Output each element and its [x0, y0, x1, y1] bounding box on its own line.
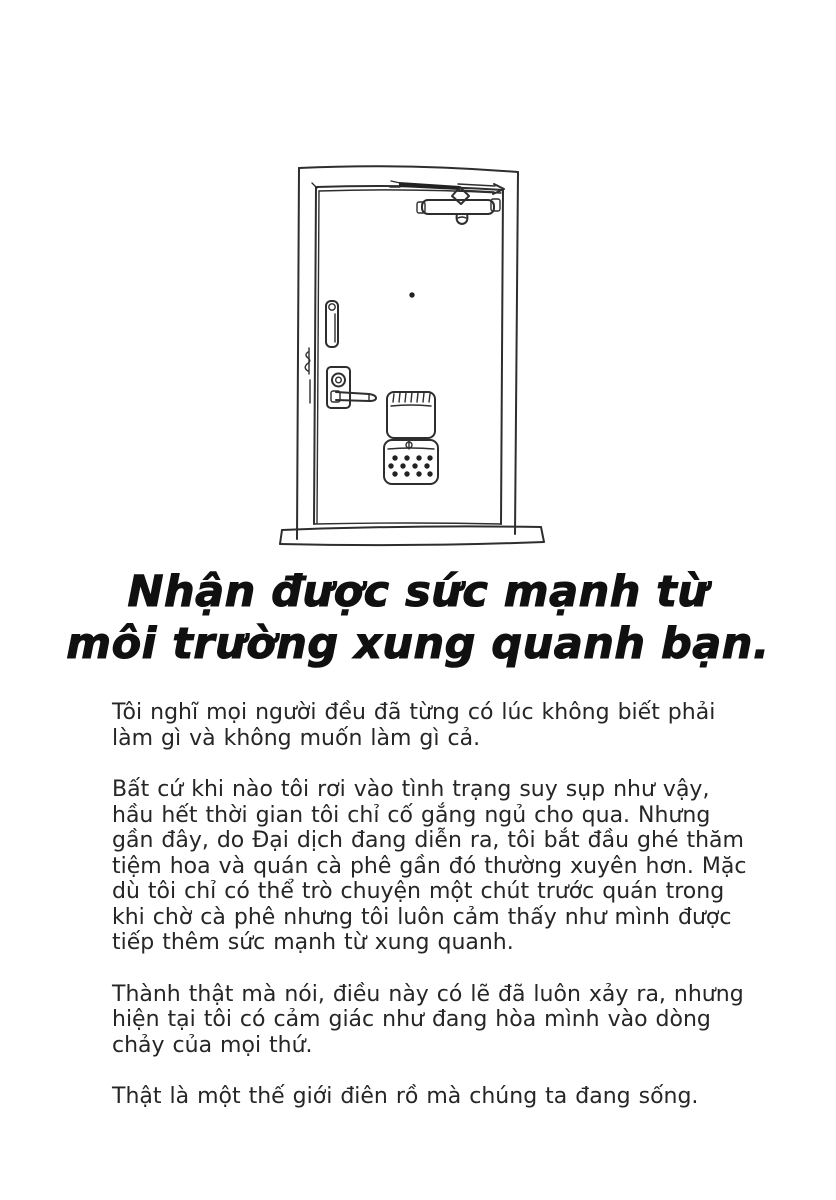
body-text	[112, 700, 756, 1136]
peephole	[409, 292, 414, 297]
door-closer	[390, 181, 504, 224]
paragraph-2: Bất cứ khi nào tôi rơi vào tình trạng suy sụp như vậy, hầu hết thời gian tôi chỉ cố gắng ngủ cho qua. Nhưng gần đây, do Đại dịch đang diễn ra, tôi bắt đầu ghé thăm tiệm hoa và quán cà phê gần đó thường xuyên hơn. Mặc dù tôi chỉ có thể trò chuyện một chút trước quán trong khi chờ cà phê nhưng tôi luôn cảm thấy như mình được tiếp thêm sức mạnh từ xung quanh.	[112, 777, 747, 955]
mailbox-holes	[388, 455, 432, 476]
door-drawing	[272, 156, 552, 556]
paragraph-1: Tôi nghĩ mọi người đều đã từng có lúc không biết phải làm gì và không muốn làm gì cả.	[112, 700, 716, 751]
hinge-scribble	[305, 348, 310, 403]
paragraph-3: Thành thật mà nói, điều này có lẽ đã luôn xảy ra, nhưng hiện tại tôi có cảm giác như đang hòa mình vào dòng chảy của mọi thứ.	[112, 981, 744, 1058]
door-mailbox	[384, 392, 438, 484]
paragraph-4: Thật là một thế giới điên rồ mà chúng ta đang sống.	[112, 1084, 699, 1109]
door-illustration	[272, 156, 552, 556]
slide-bolt	[326, 301, 338, 347]
lock-lever-handle	[327, 367, 376, 408]
page-title	[0, 566, 836, 670]
title-line-1: Nhận được sức mạnh từ	[127, 567, 709, 617]
title-line-2: môi trường xung quanh bạn.	[66, 619, 770, 669]
door-frame	[280, 166, 544, 545]
